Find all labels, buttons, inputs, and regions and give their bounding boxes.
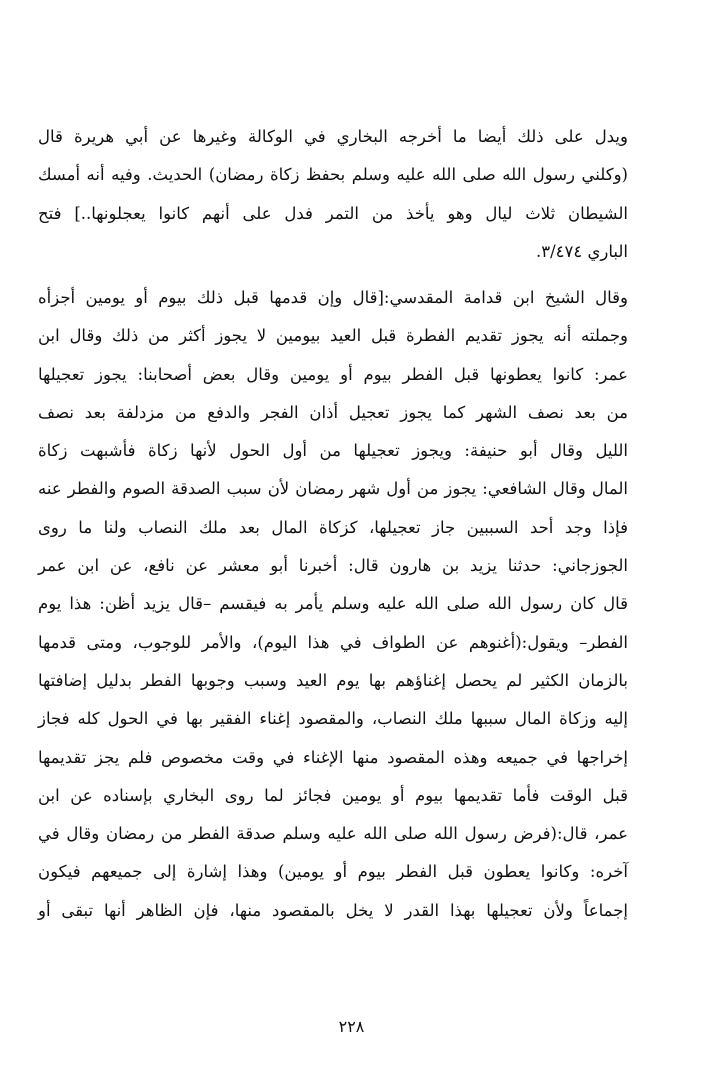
text-line: إجماعاً ولأن تعجيلها بهذا القدر لا يخل بالمقصود منها، فإن الظاهر أنها تبقى أو: [38, 900, 628, 920]
text-line: وجملته أنه يجوز تقديم الفطرة قبل العيد بيومين لا يجوز أكثر من ذلك وقال ابن: [38, 326, 628, 346]
text-line: عمر: كانوا يعطونها قبل الفطر بيوم أو يومين وقال بعض أصحابنا: يجوز تعجيلها: [38, 364, 628, 384]
text-line: الليل وقال أبو حنيفة: ويجوز تعجيلها من أول الحول لأنها زكاة فأشبهت زكاة: [38, 441, 628, 461]
text-line: آخره: وكانوا يعطون قبل الفطر بيوم أو يومين) وهذا إشارة إلى جميعهم فيكون: [38, 862, 628, 882]
text-line: فإذا وجد أحد السببين جاز تعجيلها، كزكاة المال بعد ملك النصاب ولنا ما روى: [38, 517, 628, 537]
text-line: الجوزجاني: حدثنا يزيد بن هارون قال: أخبرنا أبو معشر عن نافع، عن ابن عمر: [38, 556, 628, 576]
text-line: وقال الشيخ ابن قدامة المقدسي:[قال وإن قدمها قبل ذلك بيوم أو يومين أجزأه: [38, 288, 628, 307]
text-line: الشيطان ثلاث ليال وهو يأخذ من التمر فدل على أنهم كانوا يعجلونها..] فتح: [38, 203, 628, 223]
text-line: ويدل على ذلك أيضا ما أخرجه البخاري في الوكالة وغيرها عن أبي هريرة قال: [38, 127, 628, 146]
text-line: قبل الوقت فأما تقديمها بيوم أو يومين فجائز لما روى البخاري بإسناده عن ابن: [38, 785, 628, 805]
text-line: (وكلني رسول الله صلى الله عليه وسلم بحفظ زكاة رمضان) الحديث. وفيه أنه أمسك: [38, 165, 628, 185]
text-line: قال كان رسول الله صلى الله عليه وسلم يأمر به فيقسم –قال يزيد أظن: هذا يوم: [38, 594, 628, 614]
text-line: المال وقال الشافعي: يجوز من أول شهر رمضان لأن سبب الصدقة الصوم والفطر عنه: [38, 479, 628, 499]
text-line: الفطر– ويقول:(أغنوهم عن الطواف في هذا اليوم)، والأمر للوجوب، ومتى قدمها: [38, 632, 628, 652]
paragraph-2: [38, 279, 628, 930]
text-line: إخراجها في جميعه وهذه المقصود منها الإغناء في وقت مخصوص فلم يجز تقديمها: [38, 747, 628, 767]
text-line: بالزمان الكثير لم يحصل إغناؤهم بها يوم العيد وسبب وجوبها الفطر بدليل إضافتها: [38, 670, 628, 690]
paragraph-1: [38, 118, 628, 271]
page-number: ٢٢٨: [338, 1017, 365, 1036]
text-line: الباري ٣/٤٧٤.: [535, 241, 628, 261]
text-line: من بعد نصف الشهر كما يجوز تعجيل أذان الفجر والدفع من مزدلفة بعد نصف: [38, 402, 628, 422]
text-line: إليه وزكاة المال سببها ملك النصاب، والمقصود إغناء الفقير بها في الحول كله فجاز: [38, 709, 628, 729]
text-line: عمر، قال:(فرض رسول الله صلى الله عليه وسلم صدقة الفطر من رمضان وقال في: [38, 824, 628, 844]
